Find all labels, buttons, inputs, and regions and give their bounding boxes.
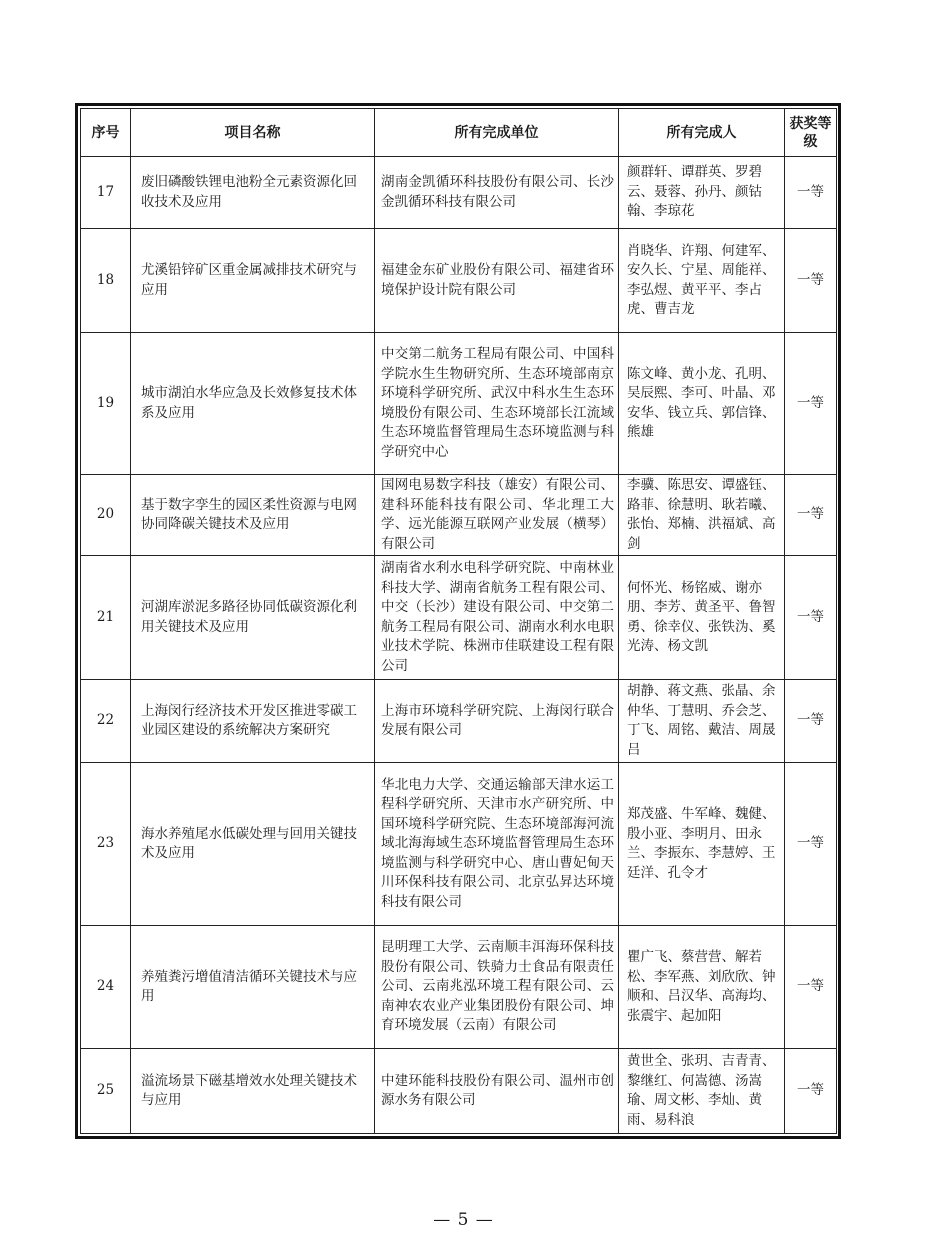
completion-people: 肖晓华、许翔、何建军、安久长、宁星、周能祥、李弘煜、黄平平、李占虎、曹吉龙 bbox=[619, 229, 785, 333]
completion-people: 陈文峰、黄小龙、孔明、吴辰熙、李可、叶晶、邓安华、钱立兵、郭信锋、熊雄 bbox=[619, 333, 785, 475]
completion-units: 湖南省水利水电科学研究院、中南林业科技大学、湖南省航务工程有限公司、中交（长沙）建设有限公司、中交第二航务工程局有限公司、湖南水利水电职业技术学院、株洲市佳联建设工程有限公司 bbox=[375, 556, 619, 680]
completion-people: 何怀光、杨铭威、谢亦朋、李芳、黄圣平、鲁智勇、徐幸仪、张铁沩、奚光涛、杨文凯 bbox=[619, 556, 785, 680]
table-row bbox=[81, 926, 837, 1049]
completion-units: 福建金东矿业股份有限公司、福建省环境保护设计院有限公司 bbox=[375, 229, 619, 333]
table-row bbox=[81, 475, 837, 556]
row-no: 21 bbox=[81, 556, 131, 680]
table-row bbox=[81, 556, 837, 680]
project-name: 养殖粪污增值清洁循环关键技术与应用 bbox=[131, 926, 375, 1049]
award-level: 一等 bbox=[785, 157, 837, 229]
award-level: 一等 bbox=[785, 680, 837, 763]
table-header-row bbox=[81, 109, 837, 157]
award-level: 一等 bbox=[785, 556, 837, 680]
project-name: 尤溪铅锌矿区重金属减排技术研究与应用 bbox=[131, 229, 375, 333]
header-units: 所有完成单位 bbox=[375, 109, 619, 157]
table-row bbox=[81, 229, 837, 333]
table-row bbox=[81, 680, 837, 763]
row-no: 23 bbox=[81, 763, 131, 926]
header-people: 所有完成人 bbox=[619, 109, 785, 157]
header-project-name: 项目名称 bbox=[131, 109, 375, 157]
table-row bbox=[81, 157, 837, 229]
completion-units: 上海市环境科学研究院、上海闵行联合发展有限公司 bbox=[375, 680, 619, 763]
row-no: 24 bbox=[81, 926, 131, 1049]
completion-units: 华北电力大学、交通运输部天津水运工程科学研究所、天津市水产研究所、中国环境科学研究院、生态环境部海河流域北海海域生态环境监督管理局生态环境监测与科学研究中心、唐山曹妃甸天川环保科技有限公司、北京弘昇达环境科技有限公司 bbox=[375, 763, 619, 926]
project-name: 上海闵行经济技术开发区推进零碳工业园区建设的系统解决方案研究 bbox=[131, 680, 375, 763]
page-number: — 5 — bbox=[433, 1210, 494, 1230]
row-no: 20 bbox=[81, 475, 131, 556]
table-row bbox=[81, 1049, 837, 1134]
award-level: 一等 bbox=[785, 333, 837, 475]
completion-people: 胡静、蒋文燕、张晶、余仲华、丁慧明、乔会芝、丁飞、周铭、戴洁、周晟吕 bbox=[619, 680, 785, 763]
award-table-frame bbox=[75, 103, 841, 1139]
completion-people: 郑茂盛、牛军峰、魏健、殷小亚、李明月、田永兰、李振东、李慧婷、王廷洋、孔令才 bbox=[619, 763, 785, 926]
row-no: 18 bbox=[81, 229, 131, 333]
completion-people: 颜群轩、谭群英、罗碧云、聂蓉、孙丹、颜钴翰、李琼花 bbox=[619, 157, 785, 229]
project-name: 城市湖泊水华应急及长效修复技术体系及应用 bbox=[131, 333, 375, 475]
award-level: 一等 bbox=[785, 1049, 837, 1134]
completion-people: 李骥、陈思安、谭盛钰、路菲、徐慧明、耿若曦、张怡、郑楠、洪福斌、高剑 bbox=[619, 475, 785, 556]
completion-units: 中交第二航务工程局有限公司、中国科学院水生生物研究所、生态环境部南京环境科学研究所、武汉中科水生生态环境股份有限公司、生态环境部长江流域生态环境监督管理局生态环境监测与科学研究中心 bbox=[375, 333, 619, 475]
award-level: 一等 bbox=[785, 926, 837, 1049]
project-name: 溢流场景下磁基增效水处理关键技术与应用 bbox=[131, 1049, 375, 1134]
award-table bbox=[80, 108, 837, 1134]
award-level: 一等 bbox=[785, 763, 837, 926]
table-row bbox=[81, 333, 837, 475]
completion-people: 瞿广飞、蔡营营、解若松、李军燕、刘欣欣、钟顺和、吕汉华、高海均、张震宇、起加阳 bbox=[619, 926, 785, 1049]
completion-units: 中建环能科技股份有限公司、温州市创源水务有限公司 bbox=[375, 1049, 619, 1134]
completion-units: 国网电易数字科技（雄安）有限公司、建科环能科技有限公司、华北理工大学、远光能源互联网产业发展（横琴）有限公司 bbox=[375, 475, 619, 556]
header-no: 序号 bbox=[81, 109, 131, 157]
header-award: 获奖等级 bbox=[785, 109, 837, 157]
completion-units: 湖南金凯循环科技股份有限公司、长沙金凯循环科技有限公司 bbox=[375, 157, 619, 229]
row-no: 17 bbox=[81, 157, 131, 229]
table-row bbox=[81, 763, 837, 926]
row-no: 22 bbox=[81, 680, 131, 763]
project-name: 海水养殖尾水低碳处理与回用关键技术及应用 bbox=[131, 763, 375, 926]
project-name: 河湖库淤泥多路径协同低碳资源化利用关键技术及应用 bbox=[131, 556, 375, 680]
row-no: 25 bbox=[81, 1049, 131, 1134]
project-name: 基于数字孪生的园区柔性资源与电网协同降碳关键技术及应用 bbox=[131, 475, 375, 556]
row-no: 19 bbox=[81, 333, 131, 475]
award-level: 一等 bbox=[785, 229, 837, 333]
award-level: 一等 bbox=[785, 475, 837, 556]
completion-units: 昆明理工大学、云南顺丰洱海环保科技股份有限公司、铁骑力士食品有限责任公司、云南兆泓环境工程有限公司、云南神农农业产业集团股份有限公司、坤育环境发展（云南）有限公司 bbox=[375, 926, 619, 1049]
completion-people: 黄世全、张玥、吉青青、黎继红、何嵩德、汤嵩瑜、周文彬、李灿、黄雨、易科浪 bbox=[619, 1049, 785, 1134]
project-name: 废旧磷酸铁锂电池粉全元素资源化回收技术及应用 bbox=[131, 157, 375, 229]
